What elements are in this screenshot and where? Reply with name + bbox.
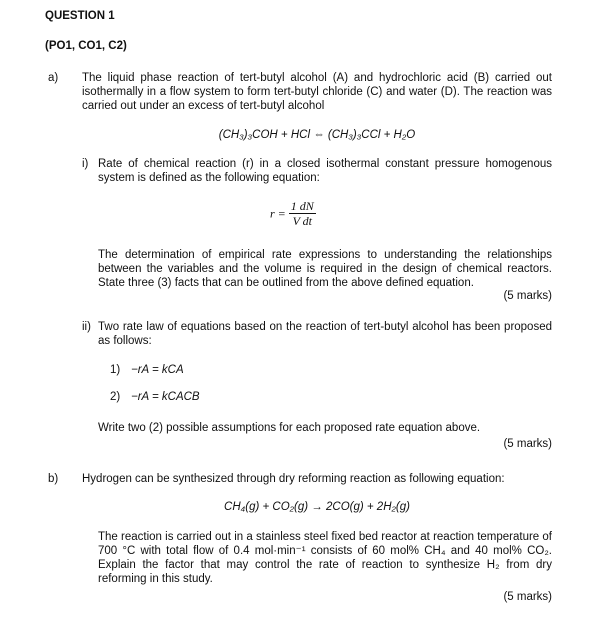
part-a-reaction: (CH₃)₃COH + HCl ⇔ (CH₃)₃CCl + H₂O [218, 129, 416, 141]
rate-law-2-label: 2) [110, 391, 121, 403]
part-a-i-text: Rate of chemical reaction (r) in a closed isothermal constant pressure homogenous system is defined as the following equation: [98, 158, 552, 184]
part-b-reaction: CH₄(g) + CO₂(g) → 2CO(g) + 2H₂(g) [224, 501, 410, 513]
part-b-question: The reaction is carried out in a stainless steel fixed bed reactor at reaction temperature of 700 °C with total flow of 0.4 mol·min⁻¹ consists of 60 mol% CH₄ and 40 mol% CO₂. Explain the factor that may control the rate of reaction to synthesize H₂ from dry reforming in this study. [98, 531, 552, 585]
part-a-i-question: The determination of empirical rate expressions to understanding the relationships between the variables and the volume is required in the design of chemical reactors. State three (3) facts that can be outlined from the above defined equation. [98, 249, 552, 289]
part-a-ii-question: Write two (2) possible assumptions for each proposed rate equation above. [98, 422, 481, 434]
part-a-i-marks: (5 marks) [503, 290, 552, 302]
part-a-ii-marks: (5 marks) [503, 438, 552, 450]
part-b-intro: Hydrogen can be synthesized through dry reforming reaction as following equation: [82, 473, 505, 485]
part-a-i-label: i) [82, 158, 89, 170]
part-b-label: b) [48, 473, 59, 485]
part-a-label: a) [48, 72, 59, 84]
rate-equation-denominator: V dt [292, 214, 313, 228]
rate-law-1: −rA = kCA [131, 364, 184, 376]
rate-equation-fraction [289, 199, 316, 228]
part-a-intro: The liquid phase reaction of tert-butyl alcohol (A) and hydrochloric acid (B) carried out isothermally in a flow system to form tert-butyl chloride (C) and water (D). The reaction was carried out under an excess of tert-butyl alcohol [82, 72, 552, 112]
rate-equation-numerator: 1 dN [290, 199, 314, 213]
course-codes: (PO1, CO1, C2) [45, 40, 127, 52]
rate-equation-lhs: r = [270, 206, 286, 221]
part-b-marks: (5 marks) [503, 591, 552, 603]
rate-law-2: −rA = kCACB [131, 391, 200, 403]
part-a-ii-label: ii) [82, 321, 91, 333]
rate-equation [270, 199, 360, 228]
rate-law-1-label: 1) [110, 364, 121, 376]
question-heading: QUESTION 1 [45, 10, 115, 22]
part-a-ii-text: Two rate law of equations based on the reaction of tert-butyl alcohol has been proposed as follows: [98, 321, 552, 347]
